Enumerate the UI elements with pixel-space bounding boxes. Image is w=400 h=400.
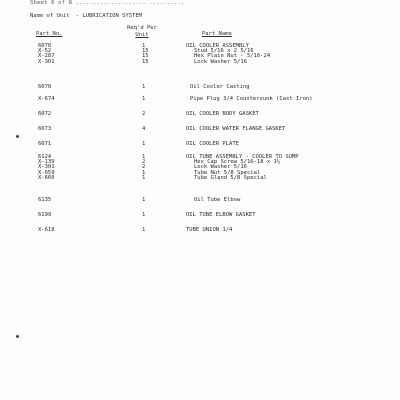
part-name: Tube Gland 5/8 Special <box>194 174 267 181</box>
quantity-per-unit: 1 <box>142 212 146 218</box>
column-header-part-no: Part No. <box>36 31 63 37</box>
quantity-per-unit: 1 <box>142 84 146 90</box>
part-number: X-52 <box>38 48 52 55</box>
scan-dot <box>16 135 19 138</box>
quantity-per-unit: 2 <box>142 164 146 171</box>
part-number: X-660 <box>38 174 55 181</box>
quantity-per-unit: 15 <box>142 58 149 65</box>
part-name: Pipe Plug 3/4 Countersunk (Cast Iron) <box>190 96 313 102</box>
sheet-header: Sheet 6 of 8 .................... .......... <box>30 0 185 6</box>
part-name: Hex Cap Screw 5/16-18 x 1½ <box>194 159 281 166</box>
part-number: X-287 <box>38 53 55 60</box>
part-number: 6070 <box>38 43 52 49</box>
column-header-reqd-line2: Unit <box>135 32 149 38</box>
quantity-per-unit: 2 <box>142 159 146 166</box>
scan-dot <box>16 335 19 338</box>
part-name: OIL COOLER PLATE <box>186 141 239 147</box>
quantity-per-unit: 1 <box>142 227 146 233</box>
part-name: Lock Washer 5/16 <box>194 58 247 65</box>
part-number: X-301 <box>38 164 55 171</box>
unit-value: - LUBRICATION SYSTEM <box>75 13 142 19</box>
quantity-per-unit: 1 <box>142 96 146 102</box>
part-number: X-139 <box>38 159 55 166</box>
quantity-per-unit: 2 <box>142 111 146 117</box>
part-name: OIL COOLER ASSEMBLY <box>186 43 249 49</box>
quantity-per-unit: 1 <box>142 43 146 49</box>
unit-label: Name of Unit <box>30 13 70 19</box>
part-number: 6199 <box>38 212 52 218</box>
quantity-per-unit: 4 <box>142 126 146 132</box>
part-number: 6135 <box>38 197 52 203</box>
part-name: Tube Nut 5/8 Special <box>194 169 261 176</box>
column-header-reqd <box>112 25 172 39</box>
quantity-per-unit: 1 <box>142 197 146 203</box>
part-name: Oil Cooler Casting <box>190 84 250 90</box>
part-name: OIL COOLER WATER FLANGE GASKET <box>186 126 286 132</box>
part-number: X-618 <box>38 227 55 233</box>
part-name: Lock Washer 5/16 <box>194 164 247 171</box>
part-name: OIL TUBE ELBOW GASKET <box>186 212 256 218</box>
part-name: Hex Plain Nut - 5/16-24 <box>194 53 271 60</box>
quantity-per-unit: 1 <box>142 154 146 160</box>
part-number: 6072 <box>38 111 52 117</box>
part-number: 6124 <box>38 154 52 160</box>
part-name: Stud 5/16 x 2 5/16 <box>194 48 254 55</box>
part-number: 6071 <box>38 141 52 147</box>
part-number: 6070 <box>38 84 52 90</box>
part-name: OIL TUBE ASSEMBLY - COOLER TO SUMP <box>186 154 299 160</box>
quantity-per-unit: 1 <box>142 174 146 181</box>
part-number: X-659 <box>38 169 55 176</box>
quantity-per-unit: 15 <box>142 48 149 55</box>
quantity-per-unit: 1 <box>142 141 146 147</box>
unit-name-line <box>30 13 142 19</box>
part-name: TUBE UNION 1/4 <box>186 227 233 233</box>
part-name: OIL COOLER BODY GASKET <box>186 111 259 117</box>
part-number: 6073 <box>38 126 52 132</box>
column-header-part-name: Part Name <box>202 31 232 37</box>
part-number: X-674 <box>38 96 55 102</box>
part-number: X-301 <box>38 58 55 65</box>
part-name: Oil Tube Elbow <box>194 197 241 203</box>
quantity-per-unit: 15 <box>142 53 149 60</box>
column-header-reqd-line1: Req'd Per <box>127 25 157 31</box>
quantity-per-unit: 1 <box>142 169 146 176</box>
